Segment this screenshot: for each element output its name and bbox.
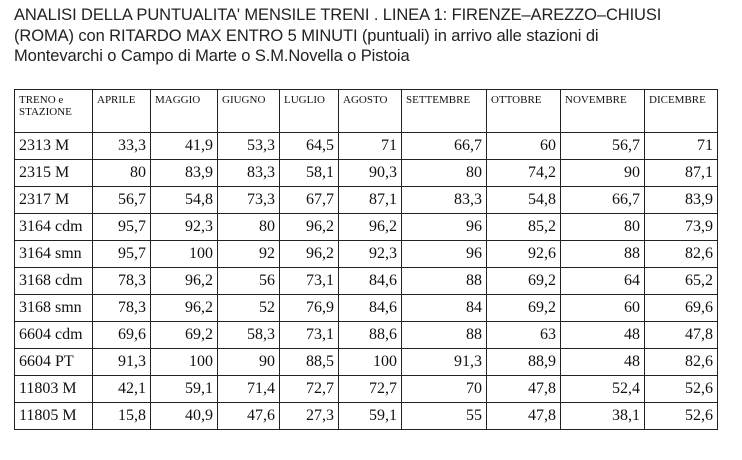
percentage-cell: 88 <box>561 241 645 268</box>
percentage-cell: 90 <box>561 160 645 187</box>
table-row <box>15 403 718 430</box>
table-row <box>15 160 718 187</box>
table-row <box>15 214 718 241</box>
percentage-cell: 96,2 <box>151 268 218 295</box>
table-body <box>15 133 718 430</box>
column-header-aprile: APRILE <box>93 90 151 133</box>
percentage-cell: 69,2 <box>487 295 561 322</box>
percentage-cell: 63 <box>487 322 561 349</box>
column-header-dicembre: DICEMBRE <box>645 90 718 133</box>
train-station-cell: 11803 M <box>15 376 93 403</box>
percentage-cell: 47,6 <box>218 403 280 430</box>
column-header-settembre: SETTEMBRE <box>402 90 487 133</box>
percentage-cell: 88,6 <box>339 322 402 349</box>
table-row <box>15 322 718 349</box>
percentage-cell: 100 <box>339 349 402 376</box>
punctuality-table <box>14 89 718 430</box>
table-row <box>15 376 718 403</box>
percentage-cell: 38,1 <box>561 403 645 430</box>
percentage-cell: 84,6 <box>339 268 402 295</box>
percentage-cell: 80 <box>561 214 645 241</box>
percentage-cell: 73,1 <box>280 322 339 349</box>
percentage-cell: 74,2 <box>487 160 561 187</box>
percentage-cell: 54,8 <box>487 187 561 214</box>
percentage-cell: 88 <box>402 268 487 295</box>
percentage-cell: 78,3 <box>93 268 151 295</box>
column-header-agosto: AGOSTO <box>339 90 402 133</box>
percentage-cell: 85,2 <box>487 214 561 241</box>
percentage-cell: 56 <box>218 268 280 295</box>
percentage-cell: 88,5 <box>280 349 339 376</box>
percentage-cell: 82,6 <box>645 241 718 268</box>
percentage-cell: 48 <box>561 349 645 376</box>
table-row <box>15 295 718 322</box>
percentage-cell: 96 <box>402 214 487 241</box>
percentage-cell: 82,6 <box>645 349 718 376</box>
document-title <box>14 5 739 67</box>
train-station-cell: 2317 M <box>15 187 93 214</box>
column-header-ottobre: OTTOBRE <box>487 90 561 133</box>
percentage-cell: 69,6 <box>645 295 718 322</box>
percentage-cell: 66,7 <box>402 133 487 160</box>
table-row <box>15 187 718 214</box>
title-line-1: ANALISI DELLA PUNTUALITA' MENSILE TRENI . LINEA 1: FIRENZE–AREZZO–CHIUSI <box>14 6 662 24</box>
percentage-cell: 80 <box>402 160 487 187</box>
percentage-cell: 58,3 <box>218 322 280 349</box>
percentage-cell: 67,7 <box>280 187 339 214</box>
percentage-cell: 15,8 <box>93 403 151 430</box>
percentage-cell: 83,3 <box>218 160 280 187</box>
percentage-cell: 91,3 <box>93 349 151 376</box>
percentage-cell: 96,2 <box>280 214 339 241</box>
train-station-cell: 6604 cdm <box>15 322 93 349</box>
percentage-cell: 83,3 <box>402 187 487 214</box>
train-station-cell: 3168 cdm <box>15 268 93 295</box>
percentage-cell: 72,7 <box>339 376 402 403</box>
percentage-cell: 71 <box>645 133 718 160</box>
table-row <box>15 268 718 295</box>
percentage-cell: 71 <box>339 133 402 160</box>
percentage-cell: 47,8 <box>645 322 718 349</box>
percentage-cell: 88 <box>402 322 487 349</box>
percentage-cell: 92,3 <box>151 214 218 241</box>
percentage-cell: 40,9 <box>151 403 218 430</box>
percentage-cell: 53,3 <box>218 133 280 160</box>
percentage-cell: 100 <box>151 241 218 268</box>
column-header-luglio: LUGLIO <box>280 90 339 133</box>
train-station-cell: 11805 M <box>15 403 93 430</box>
train-station-cell: 3168 smn <box>15 295 93 322</box>
percentage-cell: 69,6 <box>93 322 151 349</box>
train-station-cell: 2313 M <box>15 133 93 160</box>
percentage-cell: 70 <box>402 376 487 403</box>
percentage-cell: 52,6 <box>645 376 718 403</box>
percentage-cell: 96 <box>402 241 487 268</box>
percentage-cell: 47,8 <box>487 376 561 403</box>
percentage-cell: 80 <box>93 160 151 187</box>
percentage-cell: 90 <box>218 349 280 376</box>
percentage-cell: 60 <box>561 295 645 322</box>
percentage-cell: 80 <box>218 214 280 241</box>
percentage-cell: 52,4 <box>561 376 645 403</box>
train-station-cell: 2315 M <box>15 160 93 187</box>
percentage-cell: 33,3 <box>93 133 151 160</box>
percentage-cell: 48 <box>561 322 645 349</box>
percentage-cell: 66,7 <box>561 187 645 214</box>
percentage-cell: 64 <box>561 268 645 295</box>
percentage-cell: 95,7 <box>93 241 151 268</box>
percentage-cell: 100 <box>151 349 218 376</box>
percentage-cell: 71,4 <box>218 376 280 403</box>
percentage-cell: 47,8 <box>487 403 561 430</box>
percentage-cell: 83,9 <box>645 187 718 214</box>
percentage-cell: 59,1 <box>151 376 218 403</box>
table-row <box>15 241 718 268</box>
percentage-cell: 83,9 <box>151 160 218 187</box>
percentage-cell: 88,9 <box>487 349 561 376</box>
train-station-cell: 6604 PT <box>15 349 93 376</box>
header-row <box>15 90 718 133</box>
percentage-cell: 95,7 <box>93 214 151 241</box>
percentage-cell: 52 <box>218 295 280 322</box>
percentage-cell: 87,1 <box>339 187 402 214</box>
percentage-cell: 64,5 <box>280 133 339 160</box>
column-header-novembre: NOVEMBRE <box>561 90 645 133</box>
table-row <box>15 133 718 160</box>
percentage-cell: 58,1 <box>280 160 339 187</box>
percentage-cell: 69,2 <box>487 268 561 295</box>
train-station-cell: 3164 cdm <box>15 214 93 241</box>
percentage-cell: 73,9 <box>645 214 718 241</box>
percentage-cell: 76,9 <box>280 295 339 322</box>
percentage-cell: 73,3 <box>218 187 280 214</box>
column-header-maggio: MAGGIO <box>151 90 218 133</box>
percentage-cell: 55 <box>402 403 487 430</box>
percentage-cell: 72,7 <box>280 376 339 403</box>
percentage-cell: 65,2 <box>645 268 718 295</box>
table-row <box>15 349 718 376</box>
percentage-cell: 90,3 <box>339 160 402 187</box>
column-header-treno: TRENO e STAZIONE <box>15 90 93 133</box>
percentage-cell: 73,1 <box>280 268 339 295</box>
percentage-cell: 84 <box>402 295 487 322</box>
percentage-cell: 56,7 <box>93 187 151 214</box>
percentage-cell: 69,2 <box>151 322 218 349</box>
train-station-cell: 3164 smn <box>15 241 93 268</box>
percentage-cell: 56,7 <box>561 133 645 160</box>
column-header-giugno: GIUGNO <box>218 90 280 133</box>
title-line-2: (ROMA) con RITARDO MAX ENTRO 5 MINUTI (puntuali) in arrivo alle stazioni di <box>14 26 599 45</box>
percentage-cell: 52,6 <box>645 403 718 430</box>
percentage-cell: 96,2 <box>151 295 218 322</box>
percentage-cell: 84,6 <box>339 295 402 322</box>
percentage-cell: 60 <box>487 133 561 160</box>
percentage-cell: 92,6 <box>487 241 561 268</box>
percentage-cell: 87,1 <box>645 160 718 187</box>
percentage-cell: 27,3 <box>280 403 339 430</box>
percentage-cell: 92,3 <box>339 241 402 268</box>
title-line-3: Montevarchi o Campo di Marte o S.M.Novella o Pistoia <box>14 47 410 65</box>
percentage-cell: 96,2 <box>339 214 402 241</box>
percentage-cell: 92 <box>218 241 280 268</box>
percentage-cell: 96,2 <box>280 241 339 268</box>
percentage-cell: 78,3 <box>93 295 151 322</box>
percentage-cell: 91,3 <box>402 349 487 376</box>
percentage-cell: 42,1 <box>93 376 151 403</box>
percentage-cell: 54,8 <box>151 187 218 214</box>
percentage-cell: 59,1 <box>339 403 402 430</box>
percentage-cell: 41,9 <box>151 133 218 160</box>
